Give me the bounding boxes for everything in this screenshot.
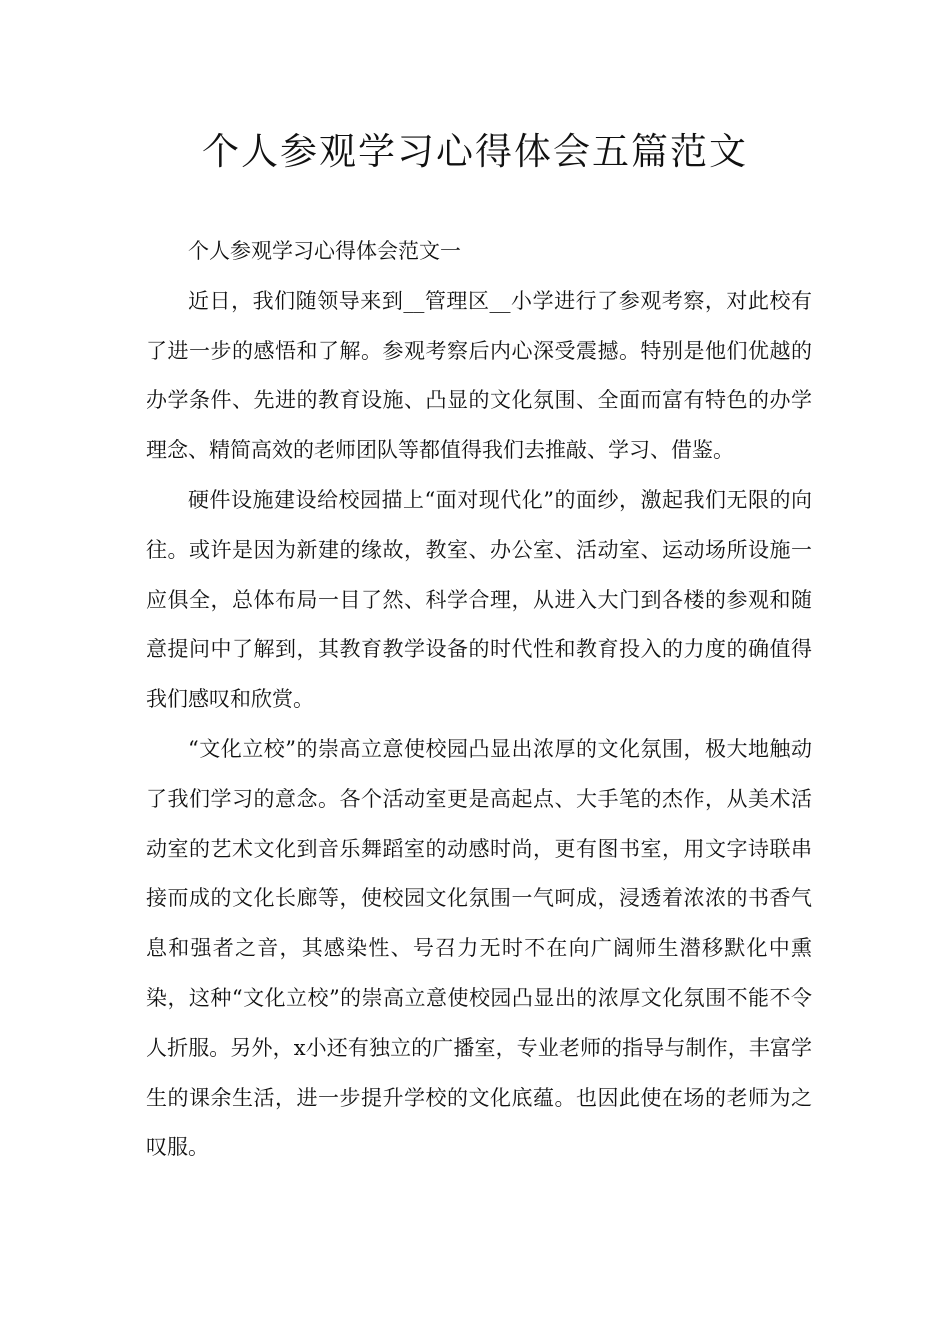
document-title: 个人参观学习心得体会五篇范文 [202,130,748,173]
section-heading: 个人参观学习心得体会范文一 [188,239,461,263]
document-body [146,227,812,1173]
paragraph-2: 硬件设施建设给校园描上“面对现代化”的面纱，激起我们无限的向往。或许是因为新建的缘故，教室、办公室、活动室、运动场所设施一应俱全，总体布局一目了然、科学合理，从进入大门到各楼的参观和随意提问中了解到，其教育教学设备的时代性和教育投入的力度的确值得我们感叹和欣赏。 [146,487,812,712]
paragraph-1: 近日，我们随领导来到__管理区__小学进行了参观考察，对此校有了进一步的感悟和了解。参观考察后内心深受震撼。特别是他们优越的办学条件、先进的教育设施、凸显的文化氛围、全面而富有特色的办学理念、精简高效的老师团队等都值得我们去推敲、学习、借鉴。 [146,288,812,463]
paragraph-3: “文化立校”的崇高立意使校园凸显出浓厚的文化氛围，极大地触动了我们学习的意念。各个活动室更是高起点、大手笔的杰作，从美术活动室的艺术文化到音乐舞蹈室的动感时尚，更有图书室，用文字诗联串接而成的文化长廊等，使校园文化氛围一气呵成，浸透着浓浓的书香气息和强者之音，其感染性、号召力无时不在向广阔师生潜移默化中熏染，这种“文化立校”的崇高立意使校园凸显出的浓厚文化氛围不能不令人折服。另外，x小还有独立的广播室，专业老师的指导与制作，丰富学生的课余生活，进一步提升学校的文化底蕴。也因此使在场的老师为之叹服。 [146,736,812,1160]
